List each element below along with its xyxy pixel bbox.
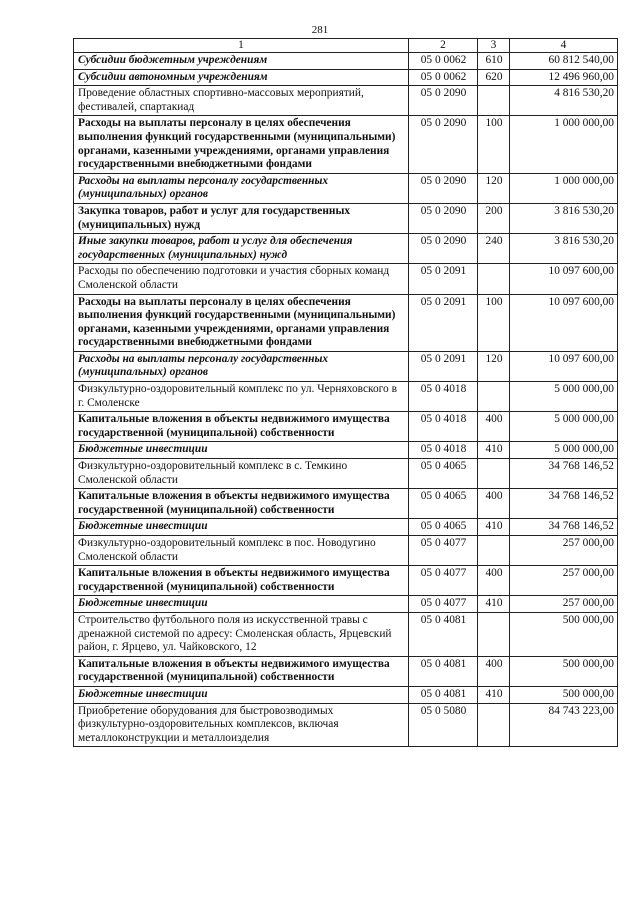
row-expense-type: 400 <box>478 656 510 686</box>
row-code: 05 0 2091 <box>409 351 478 381</box>
row-amount: 500 000,00 <box>510 686 618 703</box>
header-col-1: 1 <box>74 39 409 53</box>
header-col-3: 3 <box>478 39 510 53</box>
table-row <box>74 53 618 70</box>
row-amount: 257 000,00 <box>510 536 618 566</box>
row-code: 05 0 4018 <box>409 412 478 442</box>
row-name: Бюджетные инвестиции <box>74 442 409 459</box>
row-code: 05 0 2090 <box>409 234 478 264</box>
row-amount: 500 000,00 <box>510 612 618 656</box>
page-number: 281 <box>311 24 329 36</box>
row-amount: 500 000,00 <box>510 656 618 686</box>
row-amount: 34 768 146,52 <box>510 519 618 536</box>
row-code: 05 0 4018 <box>409 382 478 412</box>
table-row <box>74 116 618 173</box>
row-name: Расходы на выплаты персоналу в целях обеспечения выполнения функций государственными (муниципальными) органами, казенными учреждениями, органами управления государственными внебюджетными фондами <box>74 116 409 173</box>
row-name: Расходы по обеспечению подготовки и участия сборных команд Смоленской области <box>74 264 409 294</box>
row-name: Расходы на выплаты персоналу государственных (муниципальных) органов <box>74 173 409 203</box>
row-amount: 10 097 600,00 <box>510 264 618 294</box>
table-row <box>74 489 618 519</box>
header-col-2: 2 <box>409 39 478 53</box>
row-expense-type <box>478 264 510 294</box>
row-expense-type: 240 <box>478 234 510 264</box>
row-name: Субсидии автономным учреждениям <box>74 69 409 86</box>
row-expense-type: 620 <box>478 69 510 86</box>
table-row <box>74 351 618 381</box>
table-row <box>74 703 618 747</box>
table-row <box>74 264 618 294</box>
header-col-4: 4 <box>510 39 618 53</box>
row-amount: 10 097 600,00 <box>510 351 618 381</box>
row-expense-type <box>478 612 510 656</box>
row-amount: 3 816 530,20 <box>510 203 618 233</box>
table-row <box>74 596 618 613</box>
table-row <box>74 566 618 596</box>
row-code: 05 0 5080 <box>409 703 478 747</box>
table-row <box>74 86 618 116</box>
row-expense-type: 410 <box>478 596 510 613</box>
row-expense-type: 100 <box>478 116 510 173</box>
table-row <box>74 173 618 203</box>
row-name: Бюджетные инвестиции <box>74 686 409 703</box>
table-row <box>74 234 618 264</box>
budget-table <box>73 38 618 747</box>
row-name: Иные закупки товаров, работ и услуг для обеспечения государственных (муниципальных) нужд <box>74 234 409 264</box>
row-name: Субсидии бюджетным учреждениям <box>74 53 409 70</box>
table-row <box>74 442 618 459</box>
row-name: Бюджетные инвестиции <box>74 519 409 536</box>
row-name: Проведение областных спортивно-массовых мероприятий, фестивалей, спартакиад <box>74 86 409 116</box>
row-code: 05 0 4065 <box>409 459 478 489</box>
row-code: 05 0 2091 <box>409 264 478 294</box>
row-name: Капитальные вложения в объекты недвижимого имущества государственной (муниципальной) собственности <box>74 566 409 596</box>
row-name: Расходы на выплаты персоналу государственных (муниципальных) органов <box>74 351 409 381</box>
row-amount: 1 000 000,00 <box>510 173 618 203</box>
row-amount: 5 000 000,00 <box>510 412 618 442</box>
row-code: 05 0 2090 <box>409 86 478 116</box>
row-amount: 10 097 600,00 <box>510 294 618 351</box>
row-amount: 257 000,00 <box>510 566 618 596</box>
row-amount: 3 816 530,20 <box>510 234 618 264</box>
row-code: 05 0 2091 <box>409 294 478 351</box>
row-name: Закупка товаров, работ и услуг для государственных (муниципальных) нужд <box>74 203 409 233</box>
row-name: Физкультурно-оздоровительный комплекс в с. Темкино Смоленской области <box>74 459 409 489</box>
row-name: Расходы на выплаты персоналу в целях обеспечения выполнения функций государственными (муниципальными) органами, казенными учреждениями, органами управления государственными внебюджетными фондами <box>74 294 409 351</box>
table-row <box>74 382 618 412</box>
row-expense-type: 120 <box>478 351 510 381</box>
row-expense-type: 100 <box>478 294 510 351</box>
row-code: 05 0 4077 <box>409 596 478 613</box>
row-amount: 1 000 000,00 <box>510 116 618 173</box>
row-amount: 60 812 540,00 <box>510 53 618 70</box>
row-code: 05 0 4077 <box>409 566 478 596</box>
row-expense-type: 120 <box>478 173 510 203</box>
row-name: Приобретение оборудования для быстровозводимых физкультурно-оздоровительных комплексов, включая металлоконструкции и металлоизделия <box>74 703 409 747</box>
row-code: 05 0 4081 <box>409 686 478 703</box>
table-row <box>74 203 618 233</box>
row-name: Бюджетные инвестиции <box>74 596 409 613</box>
table-row <box>74 612 618 656</box>
row-amount: 34 768 146,52 <box>510 489 618 519</box>
row-code: 05 0 4065 <box>409 519 478 536</box>
table-row <box>74 656 618 686</box>
row-expense-type: 400 <box>478 412 510 442</box>
row-code: 05 0 4081 <box>409 612 478 656</box>
row-expense-type: 410 <box>478 686 510 703</box>
table-row <box>74 686 618 703</box>
row-expense-type: 410 <box>478 442 510 459</box>
row-code: 05 0 4077 <box>409 536 478 566</box>
table-row <box>74 294 618 351</box>
row-code: 05 0 2090 <box>409 116 478 173</box>
row-amount: 257 000,00 <box>510 596 618 613</box>
row-expense-type: 610 <box>478 53 510 70</box>
row-expense-type: 400 <box>478 566 510 596</box>
row-expense-type <box>478 86 510 116</box>
row-expense-type: 200 <box>478 203 510 233</box>
row-name: Капитальные вложения в объекты недвижимого имущества государственной (муниципальной) собственности <box>74 656 409 686</box>
row-expense-type <box>478 703 510 747</box>
table-row <box>74 69 618 86</box>
table-row <box>74 459 618 489</box>
row-code: 05 0 4065 <box>409 489 478 519</box>
row-code: 05 0 2090 <box>409 173 478 203</box>
row-code: 05 0 4018 <box>409 442 478 459</box>
table-row <box>74 536 618 566</box>
row-amount: 12 496 960,00 <box>510 69 618 86</box>
table-row <box>74 519 618 536</box>
row-code: 05 0 0062 <box>409 53 478 70</box>
row-amount: 4 816 530,20 <box>510 86 618 116</box>
row-expense-type: 400 <box>478 489 510 519</box>
table-row <box>74 412 618 442</box>
row-amount: 5 000 000,00 <box>510 442 618 459</box>
row-amount: 84 743 223,00 <box>510 703 618 747</box>
row-name: Строительство футбольного поля из искусственной травы с дренажной системой по адресу: Смоленская область, Ярцевский район, г. Ярцево, ул. Чайковского, 12 <box>74 612 409 656</box>
row-code: 05 0 2090 <box>409 203 478 233</box>
row-expense-type <box>478 459 510 489</box>
table-body <box>74 53 618 747</box>
row-expense-type: 410 <box>478 519 510 536</box>
row-code: 05 0 0062 <box>409 69 478 86</box>
row-name: Физкультурно-оздоровительный комплекс по ул. Черняховского в г. Смоленске <box>74 382 409 412</box>
table-header-row <box>74 39 618 53</box>
row-amount: 5 000 000,00 <box>510 382 618 412</box>
row-name: Капитальные вложения в объекты недвижимого имущества государственной (муниципальной) собственности <box>74 412 409 442</box>
row-amount: 34 768 146,52 <box>510 459 618 489</box>
row-code: 05 0 4081 <box>409 656 478 686</box>
row-expense-type <box>478 536 510 566</box>
row-name: Физкультурно-оздоровительный комплекс в пос. Новодугино Смоленской области <box>74 536 409 566</box>
row-expense-type <box>478 382 510 412</box>
row-name: Капитальные вложения в объекты недвижимого имущества государственной (муниципальной) собственности <box>74 489 409 519</box>
